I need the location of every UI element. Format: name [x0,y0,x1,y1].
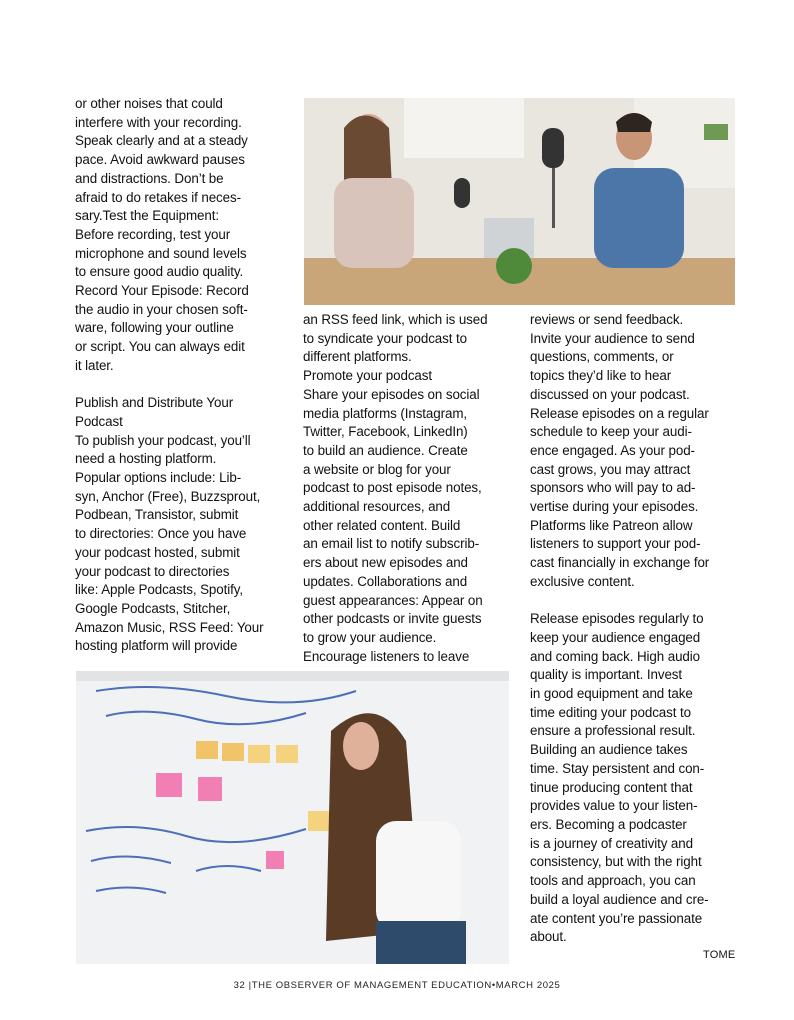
podcast-recording-photo [304,98,735,305]
whiteboard-planning-photo [76,671,509,964]
author-signature: TOME [703,949,736,961]
article-column-2: an RSS feed link, which is used to syndicate your podcast to different platforms. Promote your podcast Share your episodes on social media platforms (Instagram, Twitter, Facebook, LinkedIn) to build an audience. Create a website or blog for your podcast to post episode notes, additional resources, and other related content. Build an email list to notify subscrib- ers about new episodes and updates. Collaborations and guest appearances: Appear on other podcasts or invite guests to grow your audience. Encourage listeners to leave [303,312,488,664]
article-column-3: reviews or send feedback. Invite your audience to send questions, comments, or topics they’d like to hear discussed on your podcast. Release episodes on a regular schedule to keep your audi- ence engaged. As your pod- cast grows, you may attract sponsors who will pay to ad- vertise during your episodes. Platforms like Patreon allow listeners to support your pod- cast financially in exchange for exclusive content. Release episodes regularly to keep your audience engaged and coming back. High audio quality is important. Invest in good equipment and take time editing your podcast to ensure a professional result. Building an audience takes time. Stay persistent and con- tinue producing content that provides value to your listen- ers. Becoming a podcaster is a journey of creativity and consistency, but with the right tools and approach, you can build a loyal audience and cre- ate content you’re passionate about. [530,312,710,945]
page-footer: 32 |THE OBSERVER OF MANAGEMENT EDUCATION•MARCH 2025 [233,980,561,991]
article-column-1: or other noises that could interfere with your recording. Speak clearly and at a steady pace. Avoid awkward pauses and distractions. Don’t be afraid to do retakes if neces- sary.Test the Equipment: Before recording, test your microphone and sound levels to ensure good audio quality. Record Your Episode: Record the audio in your chosen soft- ware, following your outline or script. You can always edit it later. Publish and Distribute Your Podcast To publish your podcast, you’ll need a hosting platform. Popular options include: Lib- syn, Anchor (Free), Buzzsprout, Podbean, Transistor, submit to directories: Once you have your podcast hosted, submit your podcast to directories like: Apple Podcasts, Spotify, Google Podcasts, Stitcher, Amazon Music, RSS Feed: Your hosting platform will provide [75,96,264,654]
